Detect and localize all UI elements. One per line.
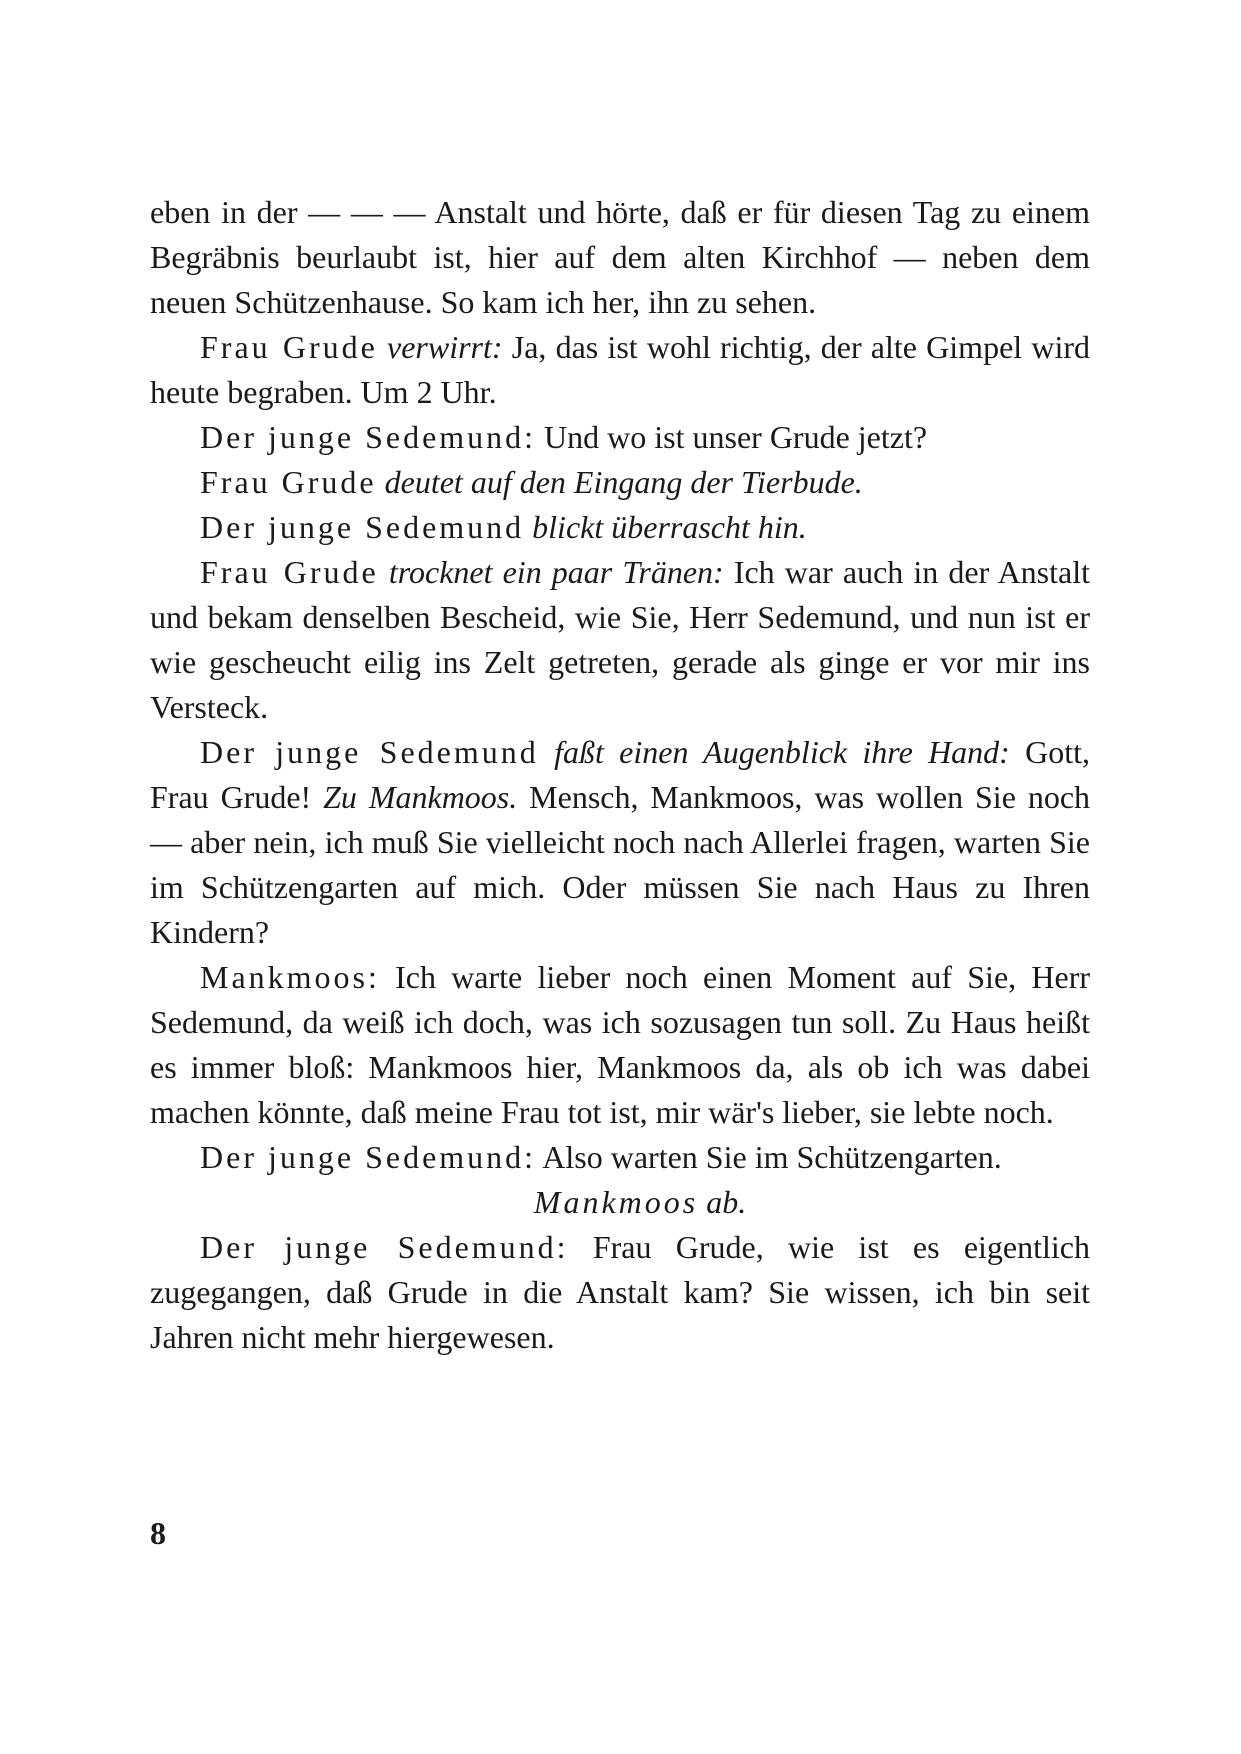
paragraph-3 bbox=[150, 415, 1090, 460]
stage-direction: verwirrt: bbox=[387, 329, 503, 365]
speaker-name: Frau Grude bbox=[200, 464, 377, 500]
stage-direction: ab. bbox=[706, 1184, 747, 1220]
speaker-name: Der junge Sedemund bbox=[200, 734, 539, 770]
speaker-name: Der junge Sedemund bbox=[200, 509, 525, 545]
paragraph-5 bbox=[150, 505, 1090, 550]
paragraph-6 bbox=[150, 550, 1090, 730]
page-number: 8 bbox=[150, 1515, 166, 1551]
stage-direction: faßt einen Augenblick ihre Hand: bbox=[554, 734, 1010, 770]
paragraph-text: Und wo ist unser Grude jetzt? bbox=[536, 419, 928, 455]
stage-exit bbox=[150, 1180, 1090, 1225]
paragraph-text: Ich war auch in der Anstalt und bekam denselben Bescheid, wie Sie, Herr Sedemund, und nun ist er wie gescheucht eilig ins Zelt getreten, gerade als ginge er vor mir ins Versteck. bbox=[150, 554, 1091, 725]
speaker-name: Mankmoos bbox=[533, 1184, 699, 1220]
speaker-name: Der junge Sedemund: bbox=[200, 419, 537, 455]
speaker-name: Der junge Sedemund: bbox=[200, 1139, 537, 1175]
paragraph-text: Ja, das ist wohl richtig, der alte Gimpel wird heute begraben. Um 2 Uhr. bbox=[150, 329, 1090, 410]
paragraph-1 bbox=[150, 190, 1090, 325]
stage-direction: Zu Mankmoos. bbox=[323, 779, 518, 815]
paragraph-text: Ich warte lieber noch einen Moment auf Sie, Herr Sedemund, da weiß ich doch, was ich sozusagen tun soll. Zu Haus heißt es immer bloß: Mankmoos hier, Mankmoos da, als ob ich was dabei machen könnte, daß meine Frau tot ist, mir wär's lieber, sie lebte noch. bbox=[150, 959, 1090, 1130]
paragraph-4 bbox=[150, 460, 1090, 505]
paragraph-text: Gott, Frau Grude! bbox=[150, 734, 1091, 815]
paragraph-10 bbox=[150, 1225, 1090, 1360]
speaker-name: Frau Grude bbox=[200, 329, 378, 365]
page-body bbox=[150, 190, 1090, 1360]
paragraph-9 bbox=[150, 1135, 1090, 1180]
paragraph-text: eben in der — — — Anstalt und hörte, daß er für diesen Tag zu einem Begräbnis beurlaubt ist, hier auf dem alten Kirchhof — neben dem neuen Schützenhause. So kam ich her, ihn zu sehen. bbox=[150, 194, 1090, 320]
paragraph-text: Also warten Sie im Schützengarten. bbox=[536, 1139, 1002, 1175]
stage-direction: trocknet ein paar Tränen: bbox=[388, 554, 724, 590]
paragraph-2 bbox=[150, 325, 1090, 415]
speaker-name: Frau Grude bbox=[200, 554, 379, 590]
stage-direction: deutet auf den Eingang der Tierbude. bbox=[384, 464, 863, 500]
paragraph-8 bbox=[150, 955, 1090, 1135]
speaker-name: Mankmoos: bbox=[200, 959, 380, 995]
paragraph-text: Frau Grude, wie ist es eigentlich zugegangen, daß Grude in die Anstalt kam? Sie wissen, ich bin seit Jahren nicht mehr hiergewesen. bbox=[150, 1229, 1090, 1355]
stage-direction: blickt überrascht hin. bbox=[532, 509, 807, 545]
speaker-name: Der junge Sedemund: bbox=[200, 1229, 569, 1265]
paragraph-text: Mensch, Mankmoos, was wollen Sie noch — aber nein, ich muß Sie vielleicht noch nach Allerlei fragen, warten Sie im Schützengarten auf mich. Oder müssen Sie nach Haus zu Ihren Kindern? bbox=[150, 779, 1091, 950]
paragraph-7 bbox=[150, 730, 1090, 955]
